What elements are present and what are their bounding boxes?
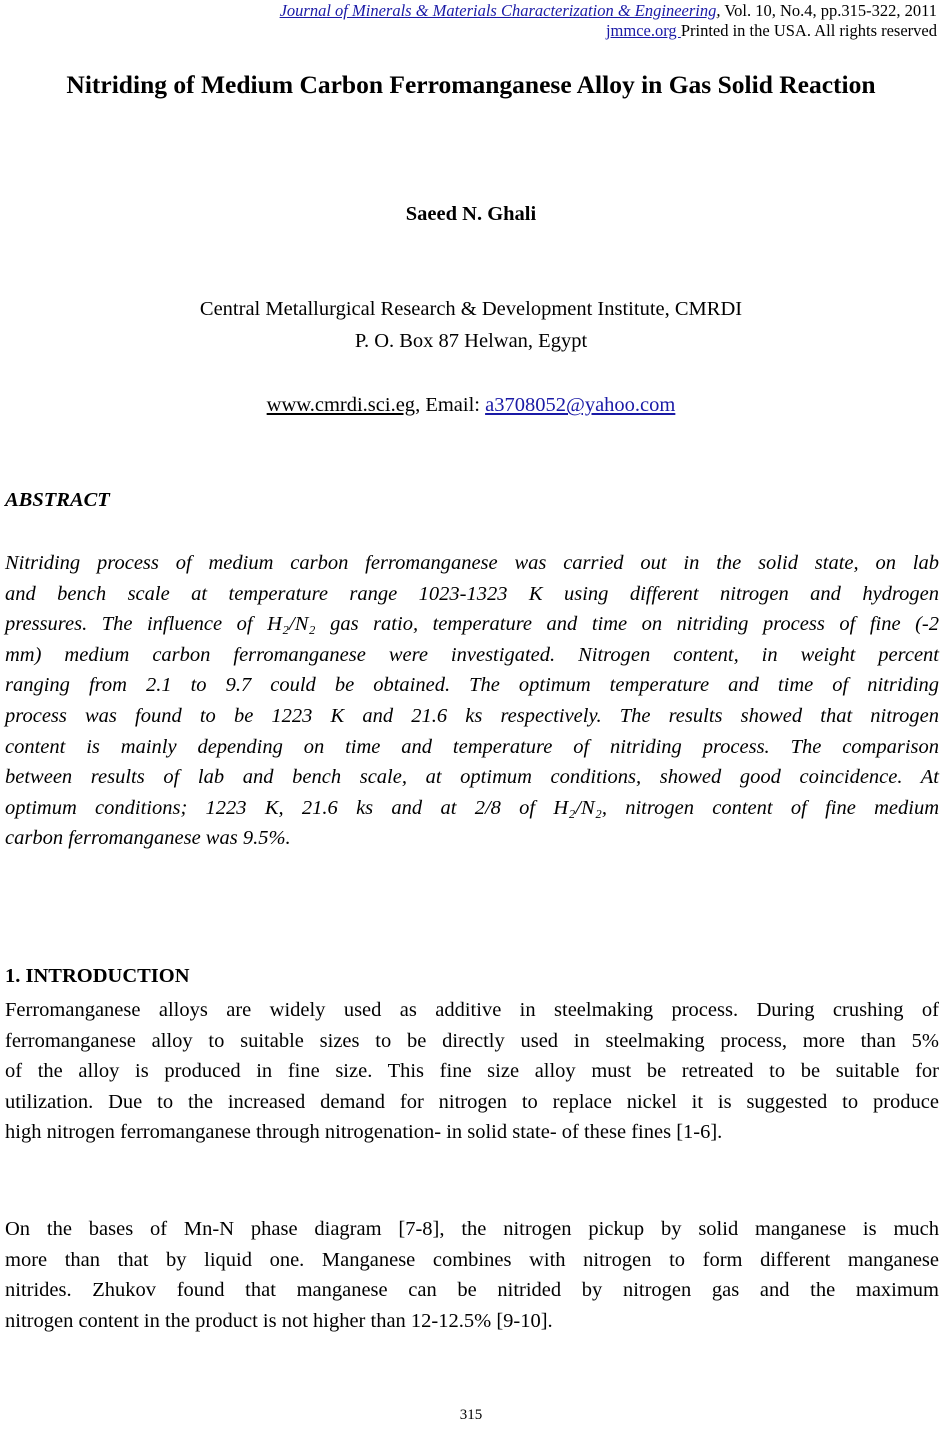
- abstract-line: ranging from 2.1 to 9.7 could be obtained. The optimum temperature and time of nitriding: [5, 674, 939, 697]
- abstract-line: process was found to be 1223 K and 21.6 ks respectively. The results showed that nitrogen: [5, 704, 939, 727]
- abstract-heading: ABSTRACT: [5, 489, 110, 511]
- journal-name-link[interactable]: Journal of Minerals & Materials Characterization & Engineering: [279, 1, 717, 20]
- site-link[interactable]: jmmce.org: [605, 21, 681, 40]
- paragraph-line: nitrides. Zhukov found that manganese can be nitrided by nitrogen gas and the maximum: [5, 1279, 939, 1302]
- abstract-line: carbon ferromanganese was 9.5%.: [5, 827, 291, 850]
- abstract-line: content is mainly depending on time and temperature of nitriding process. The comparison: [5, 735, 939, 758]
- intro-paragraph-2: [5, 1214, 939, 1336]
- paper-title: Nitriding of Medium Carbon Ferromanganese Alloy in Gas Solid Reaction: [66, 70, 876, 99]
- paragraph-line: ferromanganese alloy to suitable sizes to be directly used in steelmaking process, more than 5%: [5, 1029, 939, 1052]
- abstract-line: pressures. The influence of H₂/N₂ gas ratio, temperature and time on nitriding process of fine (-2: [5, 613, 939, 636]
- paragraph-line: of the alloy is produced in fine size. This fine size alloy must be retreated to be suitable for: [5, 1060, 939, 1083]
- page-number: 315: [459, 1407, 483, 1423]
- paragraph-line: utilization. Due to the increased demand for nitrogen to replace nickel it is suggested to produce: [5, 1090, 939, 1113]
- rights-text: Printed in the USA. All rights reserved: [680, 21, 937, 40]
- abstract-line: optimum conditions; 1223 K, 21.6 ks and at 2/8 of H₂/N₂, nitrogen content of fine medium: [5, 796, 939, 819]
- paragraph-line: Ferromanganese alloys are widely used as additive in steelmaking process. During crushing of: [5, 999, 939, 1021]
- contact-line: [0, 392, 942, 418]
- paragraph-line: more than that by liquid one. Manganese combines with nitrogen to form different manganese: [5, 1248, 939, 1271]
- rights-header-line: [606, 20, 937, 42]
- author-name: Saeed N. Ghali: [405, 203, 537, 225]
- intro-paragraph-1: [5, 995, 939, 1148]
- paragraph-line: On the bases of Mn-N phase diagram [7-8], the nitrogen pickup by solid manganese is much: [5, 1218, 939, 1240]
- paragraph-line: high nitrogen ferromanganese through nitrogenation- in solid state- of these fines [1-6].: [5, 1121, 723, 1144]
- abstract-line: Nitriding process of medium carbon ferromanganese was carried out in the solid state, on lab: [5, 552, 939, 574]
- volume-info: , Vol. 10, No.4, pp.315-322, 2011: [716, 1, 937, 20]
- affiliation-line-1: Central Metallurgical Research & Development Institute, CMRDI: [199, 298, 743, 320]
- website-link[interactable]: www.cmrdi.sci.eg: [266, 394, 416, 416]
- paragraph-line: nitrogen content in the product is not higher than 12-12.5% [9-10].: [5, 1309, 553, 1332]
- affiliation-line-2: P. O. Box 87 Helwan, Egypt: [354, 330, 588, 352]
- abstract-body: [5, 548, 939, 854]
- introduction-heading: 1. INTRODUCTION: [5, 965, 190, 987]
- abstract-line: mm) medium carbon ferromanganese were investigated. Nitrogen content, in weight percent: [5, 643, 939, 666]
- email-label: , Email:: [415, 394, 486, 416]
- abstract-line: and bench scale at temperature range 1023-1323 K using different nitrogen and hydrogen: [5, 582, 939, 605]
- journal-header-line: [280, 0, 937, 22]
- email-link[interactable]: a3708052@yahoo.com: [485, 394, 676, 416]
- abstract-line: between results of lab and bench scale, at optimum conditions, showed good coincidence. At: [5, 766, 939, 789]
